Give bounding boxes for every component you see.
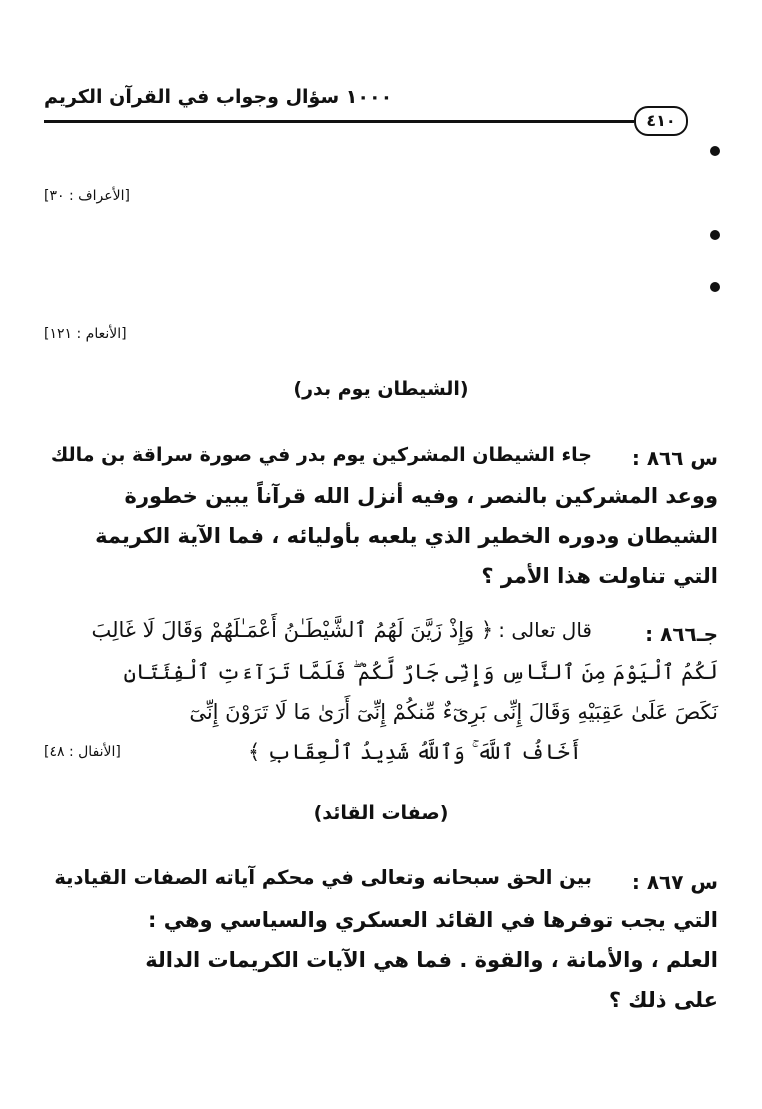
question-line: التي تناولت هذا الأمر ؟ [481, 564, 718, 588]
bullet-dot [710, 230, 720, 240]
question-label: س ٨٦٧ : [631, 870, 718, 894]
bullet-item [30, 146, 720, 176]
verse-citation: [الأعراف : ٣٠] [44, 188, 130, 204]
question-line: على ذلك ؟ [608, 988, 718, 1012]
verse-citation: [الأنعام : ١٢١] [44, 326, 127, 342]
header-rule [44, 120, 634, 123]
book-title: ١٠٠٠ سؤال وجواب في القرآن الكريم [44, 86, 393, 108]
question-line: التي يجب توفرها في القائد العسكري والسياسي وهي : [148, 908, 718, 932]
section-title: (صفات القائد) [313, 802, 449, 824]
quran-verse: ﴿ وَإِذْ زَيَّنَ لَهُمُ ٱلشَّيْطَـٰنُ أَعْمَـٰلَهُمْ وَقَالَ لَا غَالِبَ [91, 618, 494, 642]
section-title: (الشيطان يوم بدر) [293, 378, 469, 400]
bullet-item [30, 282, 720, 312]
quran-verse-line: أَخَافُ ٱللَّهَ ۚ وَٱللَّهُ شَدِيدُ ٱلْعِقَابِ ﴾ [248, 740, 582, 764]
question-line: العلم ، والأمانة ، والقوة . فما هي الآيات الكريمات الدالة [145, 948, 718, 972]
question-label: س ٨٦٦ : [631, 446, 718, 470]
bullet-dot [710, 146, 720, 156]
page-header [44, 84, 684, 130]
question-line: جاء الشيطان المشركين يوم بدر في صورة سراقة بن مالك [50, 444, 592, 466]
question-line: بين الحق سبحانه وتعالى في محكم آياته الصفات القيادية [54, 866, 592, 889]
verse-citation: [الأنفال : ٤٨] [44, 744, 121, 760]
answer-label: جـ٨٦٦ : [645, 622, 718, 646]
answer-line [92, 618, 593, 642]
quran-verse-line: لَكُمُ ٱلْيَوْمَ مِنَ ٱلنَّاسِ وَإِنِّى جَارٌ لَّكُمْ ۖ فَلَمَّا تَرَآءَتِ ٱلْفِئَتَانِ [123, 660, 718, 684]
page-number: ٤١٠ [634, 106, 688, 136]
bullet-dot [710, 282, 720, 292]
quran-verse-line: نَكَصَ عَلَىٰ عَقِبَيْهِ وَقَالَ إِنِّى بَرِىٓءٌ مِّنكُمْ إِنِّىٓ أَرَىٰ مَا لَا تَرَوْنَ إِنِّىٓ [189, 700, 718, 724]
bullet-item [30, 230, 720, 260]
answer-lead: قال تعالى : [498, 618, 592, 642]
question-line: الشيطان ودوره الخطير الذي يلعبه بأوليائه ، فما الآية الكريمة [95, 524, 718, 548]
question-line: ووعد المشركين بالنصر ، وفيه أنزل الله قرآناً يبين خطورة [124, 484, 718, 508]
